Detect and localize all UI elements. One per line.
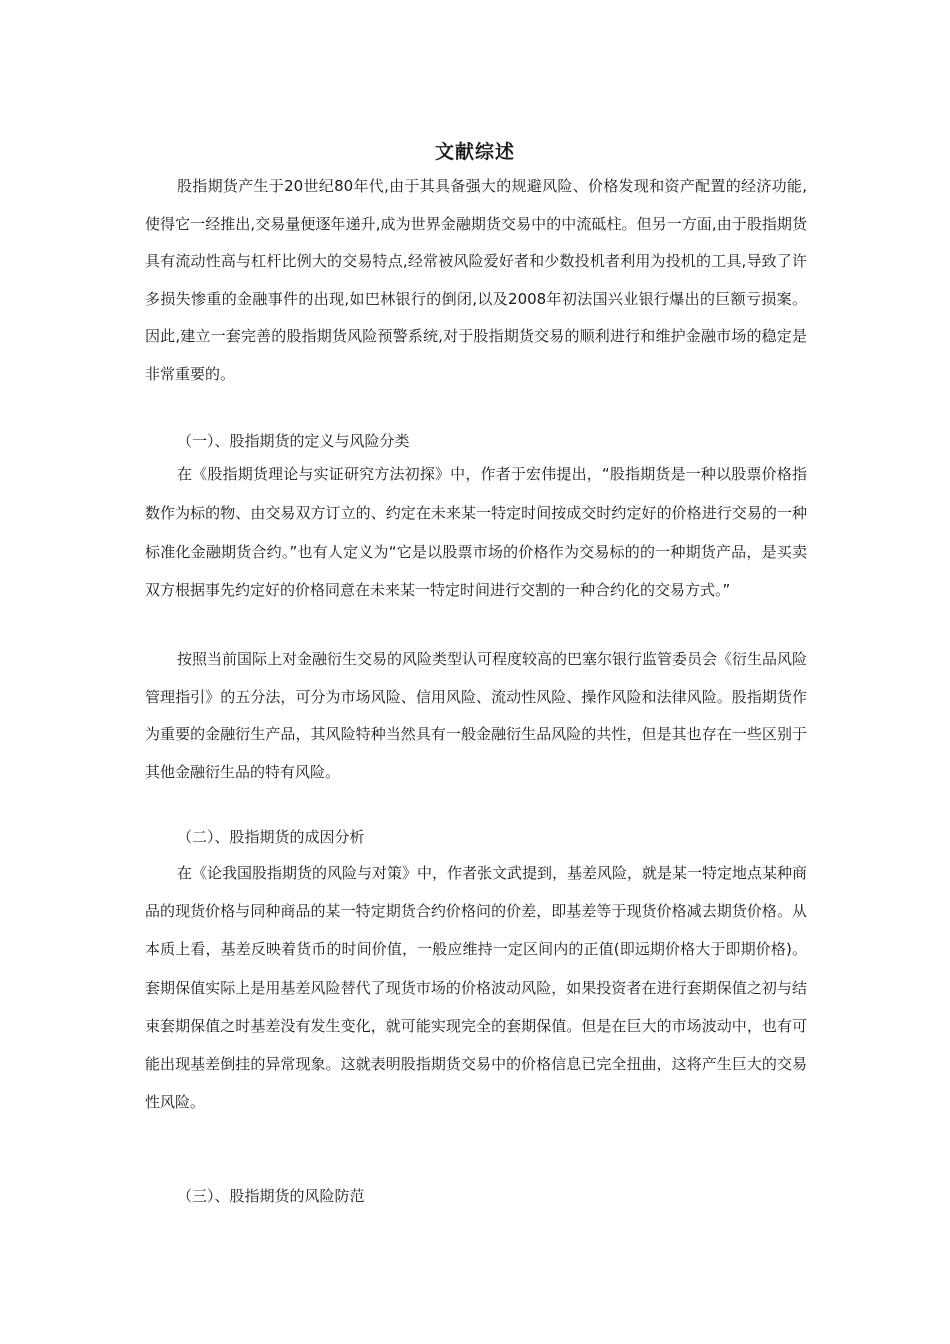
section-heading-1: （一）、股指期货的定义与风险分类 bbox=[177, 432, 410, 450]
section-1-paragraph-2: 按照当前国际上对金融衍生交易的风险类型认可程度较高的巴塞尔银行监管委员会《衍生品风险管理指引》的五分法，可分为市场风险、信用风险、流动性风险、操作风险和法律风险。股指期货作为重要的金融衍生产品，其风险特种当然具有一般金融衍生品风险的共性，但是其也存在一些区别于其他金融衍生品的特有风险。 bbox=[145, 650, 808, 781]
section-heading-3: （三）、股指期货的风险防范 bbox=[177, 1187, 365, 1205]
document-title: 文献综述 bbox=[434, 140, 515, 163]
section-2-paragraph-1: 在《论我国股指期货的风险与对策》中，作者张文武提到，基差风险，就是某一特定地点某种商品的现货价格与同种商品的某一特定期货合约价格问的价差，即基差等于现货价格减去期货价格。从本质上看，基差反映着货币的时间价值，一般应维持一定区间内的正值(即远期价格大于即期价格)。 套期保值实际上是用基差风险替代了现货市场的价格波动风险，如果投资者在进行套期保值之初与结束套期保值之时基差没有发生变化，就可能实现完全的套期保值。但是在巨大的市场波动中，也有可能出现基差倒挂的异常现象。这就表明股指期货交易中的价格信息已完全扭曲，这将产生巨大的交易性风险。 bbox=[145, 864, 808, 1112]
section-heading-2: （二）、股指期货的成因分析 bbox=[177, 828, 365, 846]
intro-paragraph: 股指期货产生于20世纪80年代,由于其具备强大的规避风险、价格发现和资产配置的经济功能,使得它一经推出,交易量便逐年递升,成为世界金融期货交易中的中流砥柱。但另一方面,由于股指期货具有流动性高与杠杆比例大的交易特点,经常被风险爱好者和少数投机者利用为投机的工具,导致了许多损失惨重的金融事件的出现,如巴林银行的倒闭,以及2008年初法国兴业银行爆出的巨额亏损案。因此,建立一套完善的股指期货风险预警系统,对于股指期货交易的顺利进行和维护金融市场的稳定是非常重要的。 bbox=[145, 177, 807, 383]
section-1-paragraph-1: 在《股指期货理论与实证研究方法初探》中，作者于宏伟提出，“股指期货是一种以股票价格指数作为标的物、由交易双方订立的、约定在未来某一特定时间按成交时约定好的价格进行交易的一种标准化金融期货合约。”也有人定义为“它是以股票市场的价格作为交易标的的一种期货产品，是买卖双方根据事先约定好的价格同意在未来某一特定时间进行交割的一种合约化的交易方式。” bbox=[145, 465, 807, 600]
